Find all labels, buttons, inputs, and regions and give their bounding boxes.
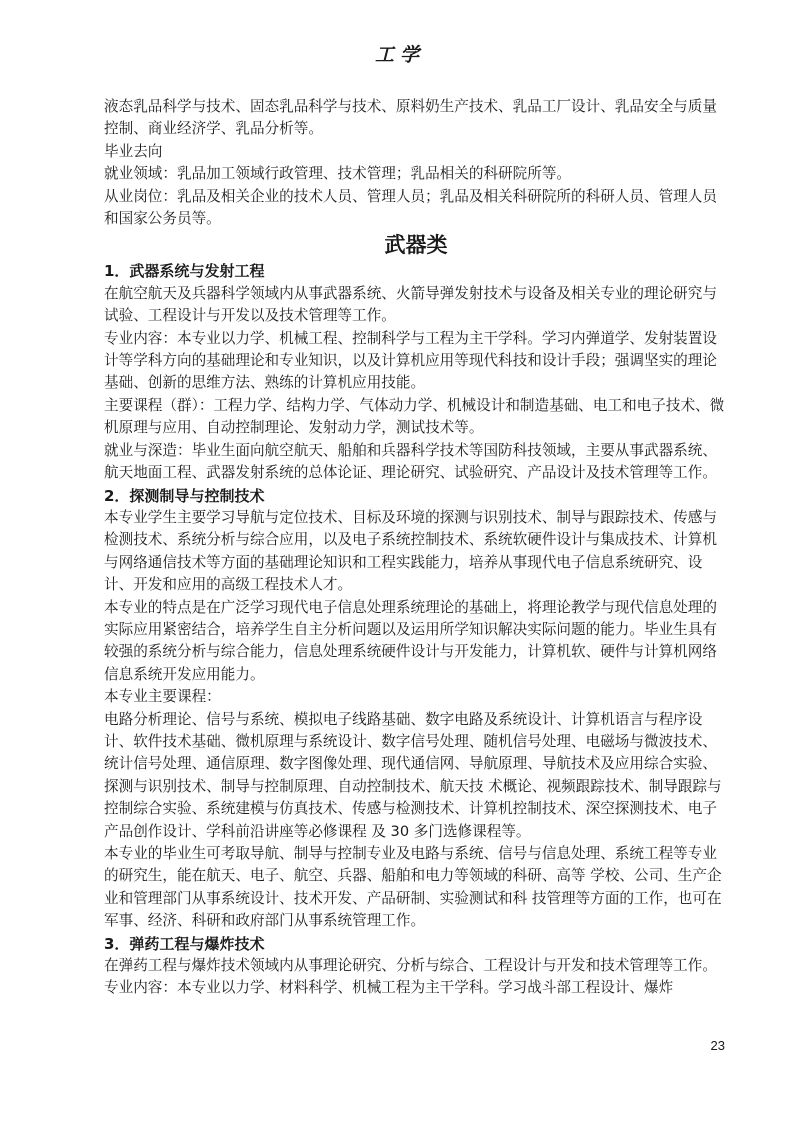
paragraph: 专业内容：本专业以力学、机械工程、控制科学与工程为主干学科。学习内弹道学、发射装置设计等学科方向的基础理论和专业知识，以及计算机应用等现代科技和设计手段；强调坚实的理论基础、创新的思维方法、熟练的计算机应用技能。 bbox=[104, 329, 717, 392]
paragraph: 就业领域：乳品加工领域行政管理、技术管理；乳品相关的科研院所等。 bbox=[104, 165, 572, 183]
paragraph: 本专业的特点是在广泛学习现代电子信息处理系统理论的基础上，将理论教学与现代信息处理的实际应用紧密结合，培养学生自主分析问题以及运用所学知识解决实际问题的能力。毕业生具有较强的系统分析与综合能力，信息处理系统硬件设计与开发能力，计算机软、硬件与计算机网络信息系统开发应用能力。 bbox=[104, 598, 717, 683]
paragraph: 在弹药工程与爆炸技术领域内从事理论研究、分析与综合、工程设计与开发和技术管理等工作。 bbox=[104, 957, 717, 975]
paragraph: 就业与深造：毕业生面向航空航天、船舶和兵器科学技术等国防科技领域，主要从事武器系统、航天地面工程、武器发射系统的总体论证、理论研究、试验研究、产品设计及技术管理等工作。 bbox=[104, 441, 717, 482]
paragraph: 电路分析理论、信号与系统、模拟电子线路基础、数字电路及系统设计、计算机语言与程序设计、软件技术基础、微机原理与系统设计、数字信号处理、随机信号处理、电磁场与微波技术、统计信号处理、通信原理、数字图像处理、现代通信网、导航原理、导航技术及应用综合实验、探测与识别技术、制导与控制原理、自动控制技术、航天技 术概论、视频跟踪技术、制导跟踪与控制综合实验、系统建模与仿真技术、传感与检测技术、计算机控制技术、深空探测技术、电子产品创作设计、学科前沿讲座等必修课程 及 30 多门选修课程等。 bbox=[104, 710, 722, 840]
paragraph: 主要课程（群）：工程力学、结构力学、气体动力学、机械设计和制造基础、电工和电子技术、微机原理与应用、自动控制理论、发射动力学，测试技术等。 bbox=[104, 396, 725, 437]
page-header: 工学 bbox=[374, 44, 425, 66]
paragraph: 本专业学生主要学习导航与定位技术、目标及环境的探测与识别技术、制导与跟踪技术、传感与检测技术、系统分析与综合应用，以及电子系统控制技术、系统软硬件设计与集成技术、计算机与网络通信技术等方面的基础理论知识和工程实践能力，培养从事现代电子信息系统研究、设计、开发和应用的高级工程技术人才。 bbox=[104, 508, 717, 594]
paragraph: 在航空航天及兵器科学领域内从事武器系统、火箭导弹发射技术与设备及相关专业的理论研究与试验、工程设计与开发以及技术管理等工作。 bbox=[104, 284, 717, 325]
paragraph: 液态乳品科学与技术、固态乳品科学与技术、原料奶生产技术、乳品工厂设计、乳品安全与质量控制、商业经济学、乳品分析等。 bbox=[104, 98, 717, 138]
item-heading: 2．探测制导与控制技术 bbox=[104, 486, 265, 505]
section-title: 武器类 bbox=[384, 233, 448, 258]
page-number: 23 bbox=[710, 1038, 725, 1053]
item-heading: 1．武器系统与发射工程 bbox=[104, 262, 265, 281]
paragraph: 毕业去向 bbox=[104, 142, 163, 160]
page-content bbox=[104, 96, 728, 1000]
paragraph: 本专业的毕业生可考取导航、制导与控制专业及电路与系统、信号与信息处理、系统工程等专业的研究生，能在航天、电子、航空、兵器、船舶和电力等领域的科研、高等 学校、公司、生产企业和管理部门从事系统设计、技术开发、产品研制、实验测试和科 技管理等方面的工作，也可在军事、经济、科研和政府部门从事系统管理工作。 bbox=[104, 845, 722, 930]
paragraph: 专业内容：本专业以力学、材料科学、机械工程为主干学科。学习战斗部工程设计、爆炸 bbox=[104, 979, 674, 997]
paragraph: 从业岗位：乳品及相关企业的技术人员、管理人员；乳品及相关科研院所的科研人员、管理人员和国家公务员等。 bbox=[104, 187, 717, 228]
paragraph: 本专业主要课程： bbox=[104, 688, 221, 706]
item-heading: 3．弹药工程与爆炸技术 bbox=[104, 934, 265, 953]
